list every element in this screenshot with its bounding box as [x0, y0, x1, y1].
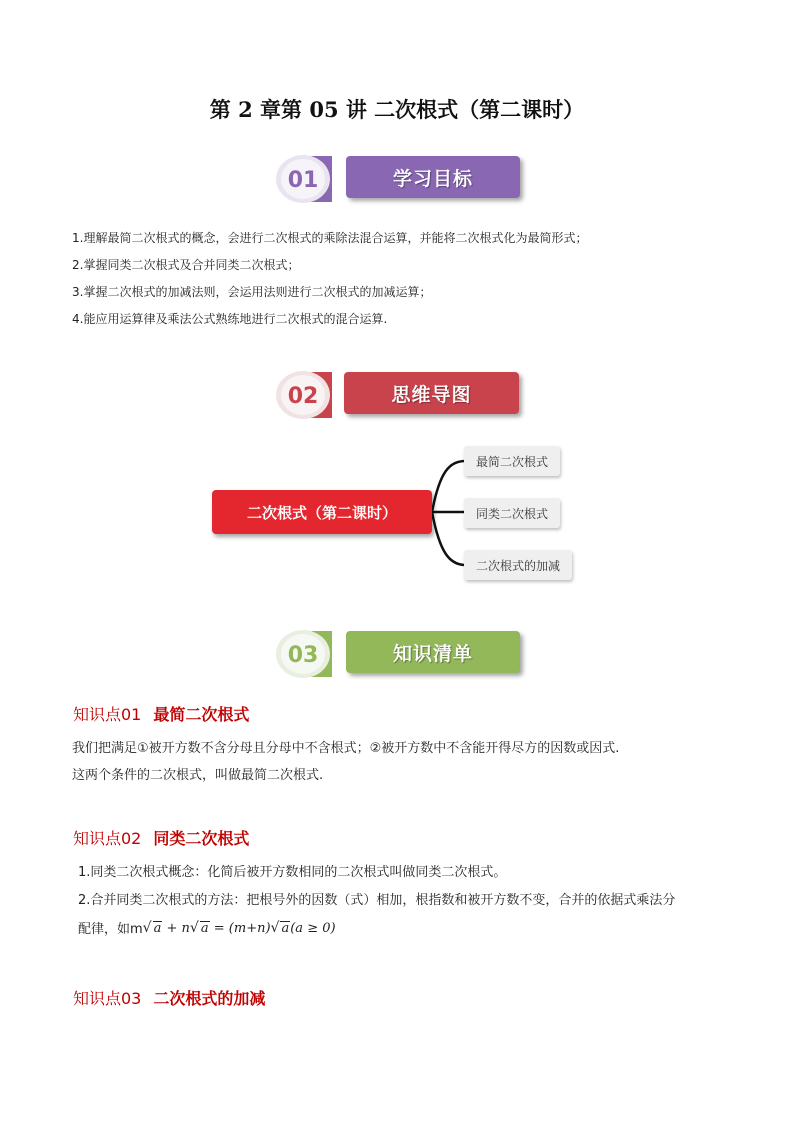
- equals-sign: =: [213, 920, 225, 936]
- mindmap-root: 二次根式（第二课时）: [212, 490, 432, 534]
- sum-coef: (m+n): [228, 920, 271, 936]
- formula: √ a + n√ a = (m+n)√ a(a ≥ 0): [142, 919, 336, 936]
- section-banner-03: 知识清单: [346, 631, 520, 673]
- mindmap-node-addsub: 二次根式的加减: [464, 550, 572, 580]
- mindmap-node-similar: 同类二次根式: [464, 498, 560, 528]
- section-number-03: 03: [287, 643, 319, 668]
- kp02-line-3-text: 配律，如m: [78, 922, 143, 937]
- radicand-a: a: [200, 920, 209, 936]
- condition: (a ≥ 0): [290, 920, 336, 936]
- kp-number: 知识点01: [73, 705, 142, 724]
- section-badge-02: [270, 368, 334, 422]
- kp02-line-3: [78, 918, 336, 937]
- kp01-line-1: 我们把满足①被开方数不含分母且分母中不含根式；②被开方数中不含能开得尽方的因数或因式.: [72, 741, 620, 756]
- mindmap-node-simplest: 最简二次根式: [464, 446, 560, 476]
- kp-heading-01: [73, 702, 249, 725]
- plus-sign: +: [166, 920, 178, 936]
- kp-title: 二次根式的加减: [153, 989, 266, 1008]
- kp-heading-03: [73, 986, 265, 1009]
- radicand-a: a: [153, 920, 162, 936]
- coef-n: n: [181, 920, 190, 936]
- kp-number: 知识点03: [73, 989, 142, 1008]
- section-badge-03: [270, 627, 334, 681]
- page-title: 第 2 章第 05 讲 二次根式（第二课时）: [209, 97, 585, 122]
- section-banner-01: 学习目标: [346, 156, 520, 198]
- kp-number: 知识点02: [73, 829, 142, 848]
- kp-title: 最简二次根式: [153, 705, 250, 724]
- objective-2: 2.掌握同类二次根式及合并同类二次根式；: [72, 258, 300, 272]
- section-badge-01: [270, 152, 334, 206]
- objective-1: 1.理解最简二次根式的概念，会进行二次根式的乘除法混合运算，并能将二次根式化为最简形式；: [72, 231, 588, 245]
- section-number-02: 02: [287, 384, 319, 409]
- section-number-01: 01: [287, 168, 319, 193]
- objective-3: 3.掌握二次根式的加减法则，会运用法则进行二次根式的加减运算；: [72, 285, 432, 299]
- kp01-line-2: 这两个条件的二次根式，叫做最简二次根式.: [72, 768, 324, 783]
- section-banner-02: 思维导图: [344, 372, 519, 414]
- radicand-a: a: [281, 920, 290, 936]
- kp-title: 同类二次根式: [153, 829, 250, 848]
- objective-4: 4.能应用运算律及乘法公式熟练地进行二次根式的混合运算.: [72, 312, 388, 326]
- kp02-line-1: 1.同类二次根式概念：化简后被开方数相同的二次根式叫做同类二次根式。: [78, 865, 507, 880]
- kp02-line-2: 2.合并同类二次根式的方法：把根号外的因数（式）相加，根指数和被开方数不变，合并的依据式乘法分: [78, 893, 676, 908]
- kp-heading-02: [73, 826, 249, 849]
